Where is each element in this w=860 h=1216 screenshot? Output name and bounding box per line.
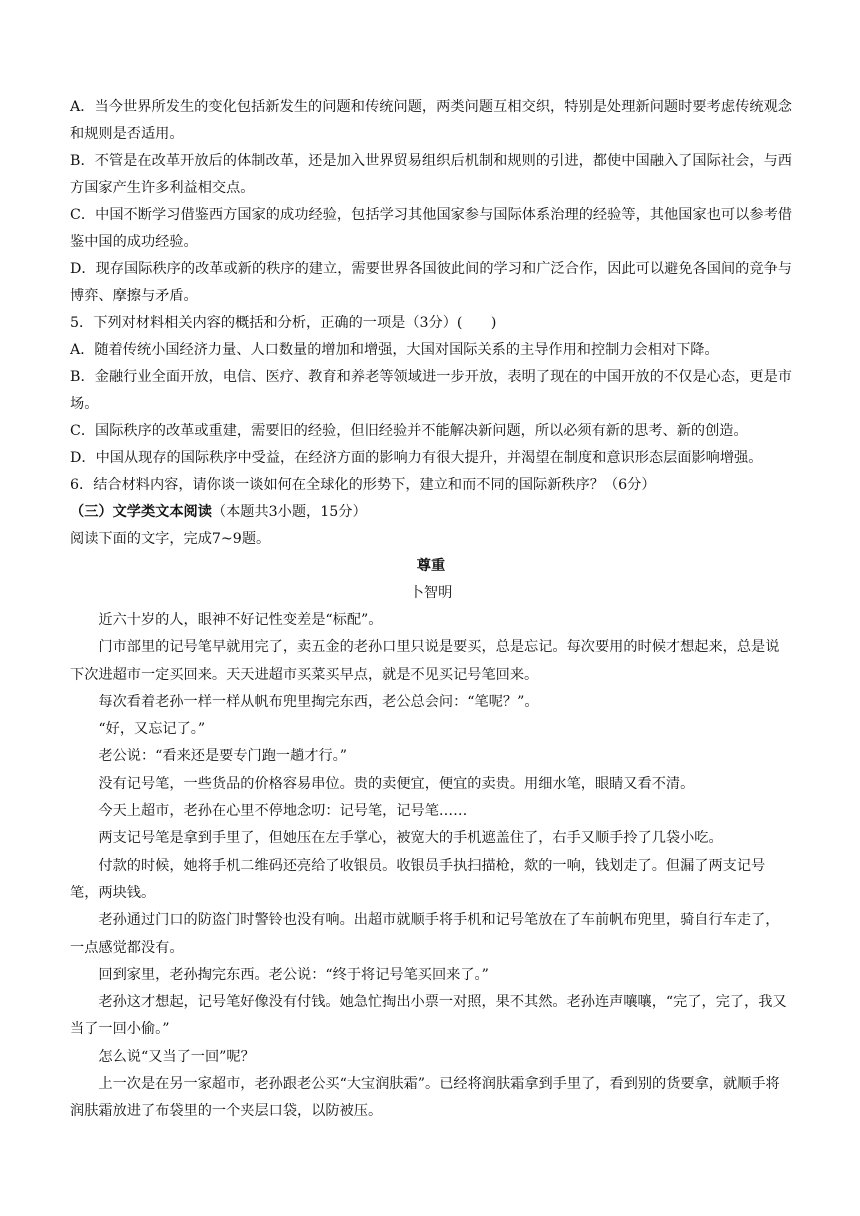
option-c: C．国际秩序的改革或重建，需要旧的经验，但旧经验并不能解决新问题，所以必须有新的思考、新的创造。 — [70, 423, 748, 439]
story-paragraph: 付款的时候，她将手机二维码还亮给了收银员。收银员手执扫描枪，欻的一响，钱划走了。但漏了两支记号笔，两块钱。 — [70, 857, 766, 901]
option-a: A．随着传统小国经济力量、人口数量的增加和增强，大国对国际关系的主导作用和控制力会相对下降。 — [70, 342, 719, 358]
section-heading — [70, 499, 792, 526]
story-paragraph: 怎么说“又当了一回”呢？ — [98, 1048, 255, 1065]
story-paragraph: 老孙这才想起，记号笔好像没有付钱。她急忙掏出小票一对照，果不其然。老孙连声嚷嚷，“完了，完了，我又当了一回小偷。” — [70, 994, 787, 1038]
document-page — [70, 94, 792, 1126]
option-d: D．现存国际秩序的改革或新的秩序的建立，需要世界各国彼此间的学习和广泛合作，因此可以避免各国间的竞争与博弈、摩擦与矛盾。 — [70, 261, 792, 304]
option-a: A．当今世界所发生的变化包括新发生的问题和传统问题，两类问题互相交织，特别是处理新问题时要考虑传统观念和规则是否适用。 — [70, 99, 792, 142]
story-paragraph: 两支记号笔是拿到手里了，但她压在左手掌心，被宽大的手机遮盖住了，右手又顺手拎了几袋小吃。 — [98, 830, 723, 847]
reading-instruction: 阅读下面的文字，完成7~9题。 — [70, 531, 271, 547]
question-5: 5．下列对材料相关内容的概括和分析，正确的一项是（3分）( ) — [70, 315, 497, 331]
option-b: B．不管是在改革开放后的体制改革，还是加入世界贸易组织后机制和规则的引进，都使中国融入了国际社会，与西方国家产生许多利益相交点。 — [70, 153, 792, 196]
story-paragraph: 今天上超市，老孙在心里不停地念叨：记号笔，记号笔…… — [98, 803, 468, 820]
section-heading-rest: （本题共3小题，15分） — [211, 504, 367, 520]
story-paragraph: 上一次是在另一家超市，老孙跟老公买“大宝润肤霜”。已经将润肤霜拿到手里了，看到别的货要拿，就顺手将润肤霜放进了布袋里的一个夹层口袋，以防被压。 — [70, 1076, 780, 1120]
option-c: C．中国不断学习借鉴西方国家的成功经验，包括学习其他国家参与国际体系治理的经验等，其他国家也可以参考借鉴中国的成功经验。 — [70, 207, 792, 250]
story-paragraph: 门市部里的记号笔早就用完了，卖五金的老孙口里只说是要买，总是忘记。每次要用的时候才想起来，总是说下次进超市一定买回来。天天进超市买菜买早点，就是不见买记号笔回来。 — [70, 639, 780, 683]
story-paragraph: 没有记号笔，一些货品的价格容易串位。贵的卖便宜，便宜的卖贵。用细水笔，眼睛又看不清。 — [98, 775, 695, 792]
story-author: 卜智明 — [409, 585, 453, 601]
q4-options — [70, 94, 792, 310]
section-heading-bold: （三）文学类文本阅读 — [70, 504, 212, 520]
story-paragraph: 近六十岁的人，眼神不好记性变差是“标配”。 — [98, 612, 383, 628]
question-6: 6．结合材料内容，请你谈一谈如何在全球化的形势下，建立和而不同的国际新秩序？（6分） — [70, 477, 656, 493]
story-paragraph: 回到家里，老孙掏完东西。老公说：“终于将记号笔买回来了。” — [98, 966, 489, 983]
option-b: B．金融行业全面开放，电信、医疗、教育和养老等领域进一步开放，表明了现在的中国开放的不仅是心态，更是市场。 — [70, 369, 792, 412]
story-title: 尊重 — [416, 558, 446, 574]
option-d: D．中国从现存的国际秩序中受益，在经济方面的影响力有很大提升，并渴望在制度和意识形态层面影响增强。 — [70, 450, 763, 466]
story-paragraph: “好，又忘记了。” — [98, 721, 206, 738]
story-paragraph: 每次看着老孙一样一样从帆布兜里掏完东西，老公总会问：“笔呢？”。 — [98, 693, 539, 710]
story-paragraph: 老孙通过门口的防盗门时警铃也没有响。出超市就顺手将手机和记号笔放在了车前帆布兜里，骑自行车走了，一点感觉都没有。 — [70, 912, 780, 956]
story-body — [70, 607, 792, 1126]
story-paragraph: 老公说：“看来还是要专门跑一趟才行。” — [98, 748, 347, 765]
q5-options — [70, 337, 792, 472]
